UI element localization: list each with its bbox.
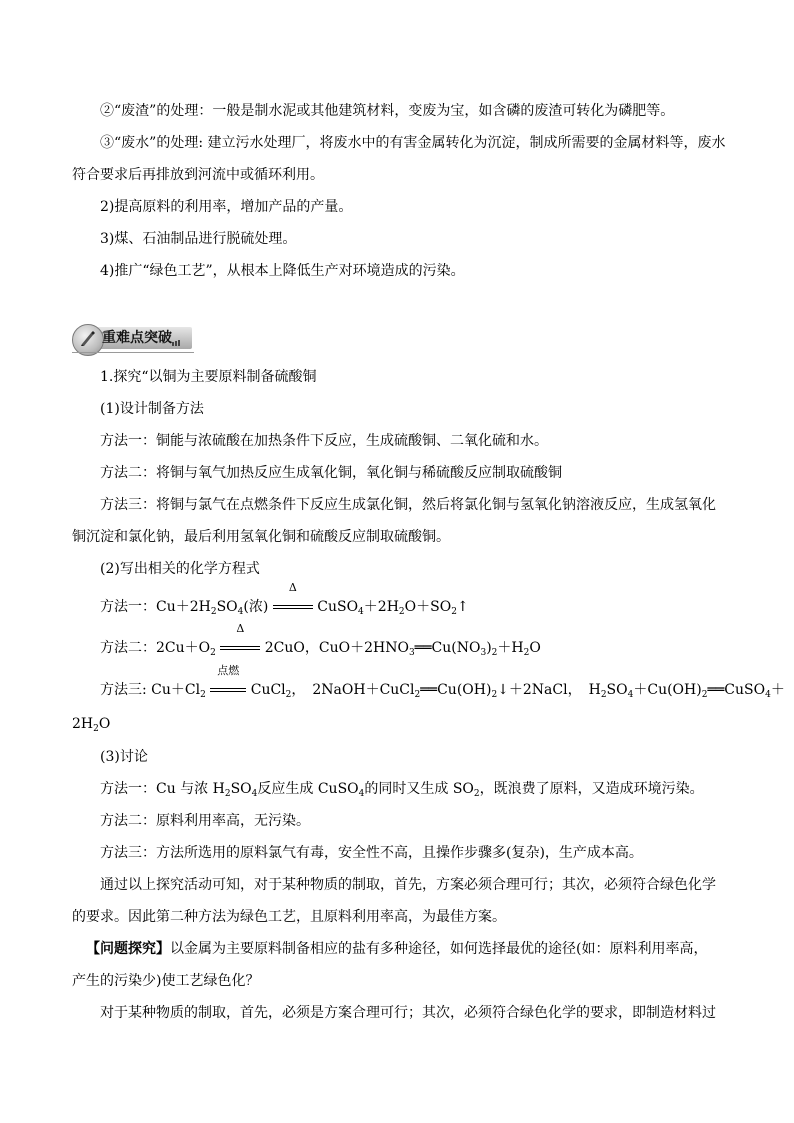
paragraph-slag: ②“废渣”的处理：一般是制水泥或其他建筑材料，变废为宝，如含磷的废渣可转化为磷肥等。 <box>100 103 675 119</box>
conclusion-line-1: 通过以上探究活动可知，对于某种物质的制取，首先，方案必须合理可行；其次，必须符合绿色化学 <box>100 877 716 893</box>
method-3-line-2: 铜沉淀和氯化钠，最后利用氢氧化铜和硫酸反应制取硫酸铜。 <box>72 529 450 545</box>
banner-title: 重难点突破 <box>102 330 172 346</box>
discussion-title: (3)讨论 <box>100 749 148 765</box>
paragraph-desulfurization: 3)煤、石油制品进行脱硫处理。 <box>100 231 297 247</box>
method-3-line-1: 方法三：将铜与氯气在点燃条件下反应生成氯化铜，然后将氯化铜与氢氧化钠溶液反应，生成氢氧化 <box>100 497 716 513</box>
discussion-method-3: 方法三：方法所选用的原料氯气有毒，安全性不高，且操作步骤多(复杂)，生产成本高。 <box>100 845 643 861</box>
equation-3-continuation: $2H_2O$ <box>72 716 111 734</box>
discussion-method-2: 方法二：原料利用率高，无污染。 <box>100 813 310 829</box>
answer-line-1: 对于某种物质的制取，首先，必须是方案合理可行；其次，必须符合绿色化学的要求，即制造材料过 <box>100 1005 716 1021</box>
reaction-condition-heat: Δ <box>273 597 313 617</box>
paragraph-wastewater-1: ③“废水”的处理: 建立污水处理厂，将废水中的有害金属转化为沉淀，制成所需要的金属材料等，废水 <box>100 135 726 151</box>
discussion-method-1: 方法一：Cu 与浓 $H_2SO_4$反应生成 CuSO$_4$的同时又生成 $SO_2$，既浪费了原料，又造成环境污染。 <box>100 781 704 799</box>
problem-line-1: 【问题探究】以金属为主要原料制备相应的盐有多种途径，如何选择最优的途径(如：原料利用率高， <box>86 941 708 957</box>
reaction-condition-ignite: 点燃 <box>210 680 246 700</box>
reaction-condition-heat: Δ <box>220 638 260 658</box>
method-2: 方法二：将铜与氧气加热反应生成氧化铜，氧化铜与稀硫酸反应制取硫酸铜 <box>100 465 562 481</box>
design-title: (1)设计制备方法 <box>100 401 204 417</box>
problem-label: 【问题探究】 <box>86 941 170 957</box>
equation-1: 方法一：$Cu+2H_2SO_4$(浓) Δ $CuSO_4+2H_2O+SO_2↑$ <box>100 581 469 617</box>
equation-3: 方法三: $Cu+Cl_2$ 点燃 CuCl$_2$， $2NaOH+CuCl_2══Cu(OH)_2↓+2NaCl$， $H_2SO_4+Cu(OH)_2══CuSO_4+$ <box>100 664 785 700</box>
conclusion-line-2: 的要求。因此第二种方法为绿色工艺，且原料利用率高，为最佳方案。 <box>72 909 506 925</box>
method-1: 方法一：铜能与浓硫酸在加热条件下反应，生成硫酸铜、二氧化硫和水。 <box>100 433 548 449</box>
section-banner <box>72 322 194 356</box>
pen-icon <box>78 328 98 348</box>
banner-decoration-icon <box>172 340 182 346</box>
problem-line-2: 产生的污染少)使工艺绿色化？ <box>72 973 260 989</box>
equations-title: (2)写出相关的化学方程式 <box>100 561 260 577</box>
section-heading: 1.探究“以铜为主要原料制备硫酸铜 <box>100 369 317 385</box>
paragraph-wastewater-2: 符合要求后再排放到河流中或循环利用。 <box>72 167 324 183</box>
equation-2: 方法二：$2Cu+O_2$ Δ 2CuO，$CuO+2HNO_3══Cu(NO_3)_2+H_2O$ <box>100 622 541 658</box>
paragraph-green-process: 4)推广“绿色工艺”，从根本上降低生产对环境造成的污染。 <box>100 263 465 279</box>
banner-underline <box>72 352 194 353</box>
paragraph-utilization: 2)提高原料的利用率，增加产品的产量。 <box>100 199 353 215</box>
